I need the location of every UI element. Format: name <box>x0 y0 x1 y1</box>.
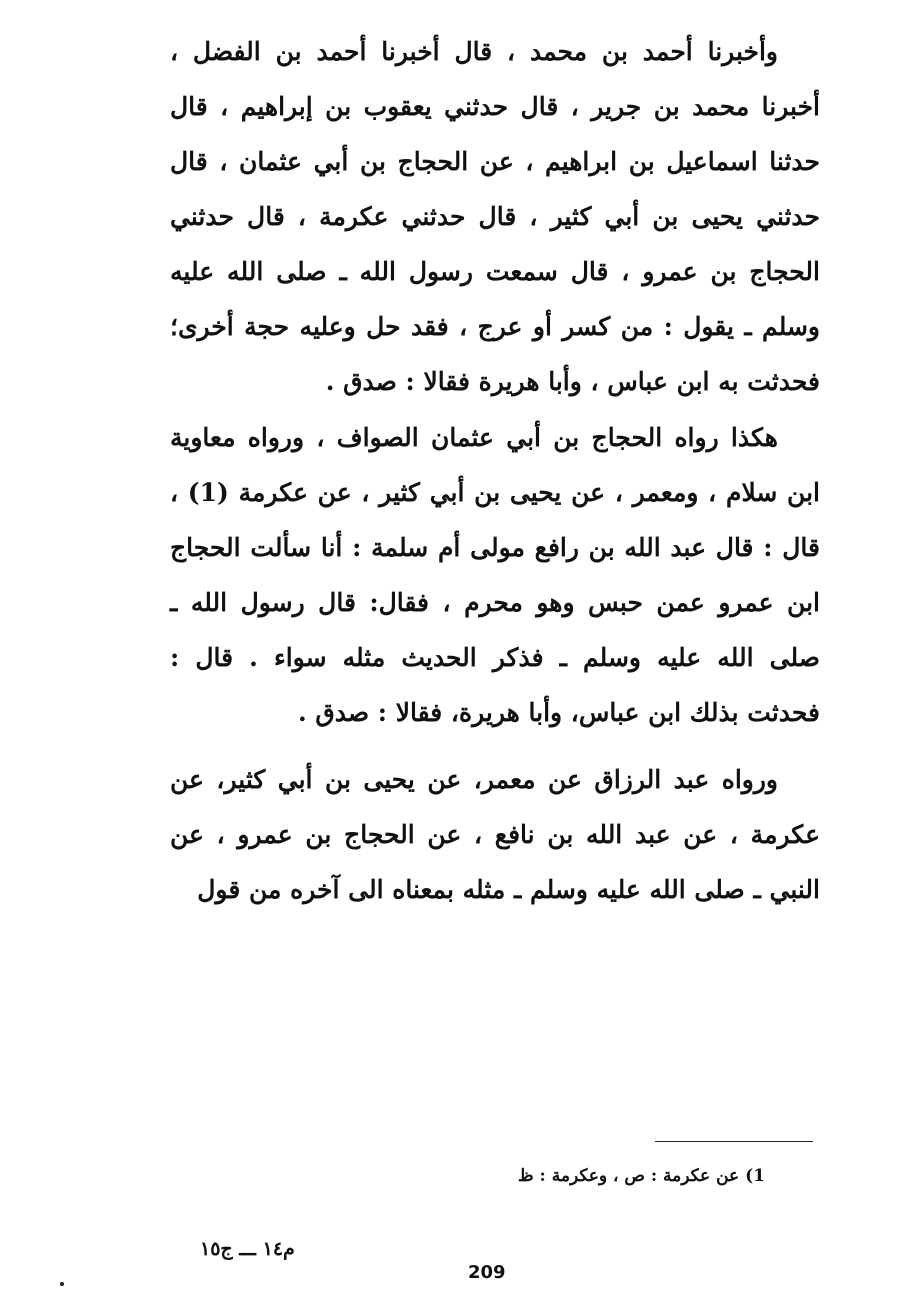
printer-signature-mark: م١٤ ـــ ج١٥ <box>200 1238 295 1260</box>
footnote: 1) عن عكرمة : ص ، وعكرمة : ظ <box>517 1166 765 1186</box>
paragraph-text: هكذا رواه الحجاج بن أبي عثمان الصواف ، ورواه معاوية ابن سلام ، ومعمر ، عن يحيى بن أبي كثير ، عن عكرمة (1) ، قال : قال عبد الله بن رافع مولى أم سلمة : أنا سألت الحجاج ابن عمرو عمن حبس وهو محرم ، فقال: قال رسول الله ـ صلى الله عليه وسلم ـ فذكر الحديث مثله سواء . قال : فحدثت بذلك ابن عباس، وأبا هريرة، فقالا : صدق . <box>170 423 820 727</box>
paragraph-text: ورواه عبد الرزاق عن معمر، عن يحيى بن أبي كثير، عن عكرمة ، عن عبد الله بن نافع ، عن الحجاج بن عمرو ، عن النبي ـ صلى الله عليه وسلم ـ مثله بمعناه الى آخره من قول <box>170 765 820 904</box>
paragraph-text: وأخبرنا أحمد بن محمد ، قال أخبرنا أحمد بن الفضل ، أخبرنا محمد بن جرير ، قال حدثني يعقوب بن إبراهيم ، قال حدثنا اسماعيل بن ابراهيم ، عن الحجاج بن أبي عثمان ، قال حدثني يحيى بن أبي كثير ، قال حدثني عكرمة ، قال حدثني الحجاج بن عمرو ، قال سمعت رسول الله ـ صلى الله عليه وسلم ـ يقول : من كسر أو عرج ، فقد حل وعليه حجة أخرى؛ فحدثت به ابن عباس ، وأبا هريرة فقالا : صدق . <box>170 37 820 396</box>
main-text-paragraph-1 <box>170 24 820 409</box>
footnote-divider <box>655 1141 813 1142</box>
main-text-paragraph-3 <box>170 752 820 917</box>
main-text-paragraph-2 <box>170 410 820 740</box>
scan-speck <box>60 1282 64 1286</box>
page-number: 209 <box>468 1262 506 1283</box>
